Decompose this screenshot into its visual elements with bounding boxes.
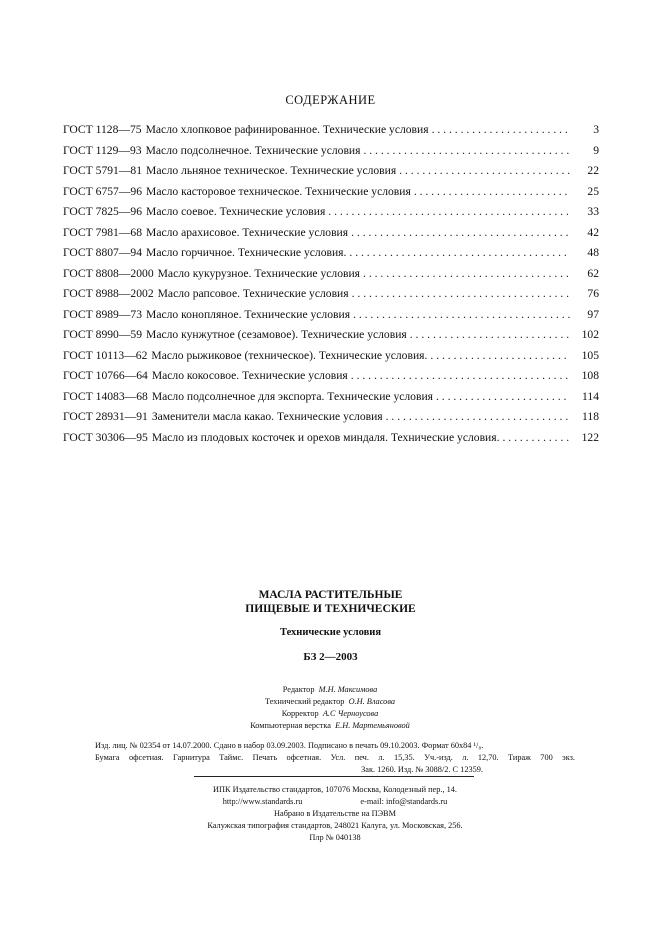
divider	[194, 776, 474, 777]
toc-entry[interactable]	[63, 267, 599, 288]
toc-page-number: 3	[593, 123, 599, 136]
toc-standard-code: ГОСТ 10766—64	[63, 369, 148, 382]
credits	[200, 684, 460, 732]
toc-dot-leader	[328, 205, 570, 218]
toc-entry-title: Масло льняное техническое. Технические условия	[146, 164, 397, 177]
toc-page-number: 9	[593, 143, 599, 157]
toc-standard-code: ГОСТ 6757—96	[63, 184, 143, 198]
toc-standard-code: ГОСТ 8988—2002	[63, 287, 154, 300]
toc-dot-leader	[353, 308, 570, 321]
toc-entry-title: Масло арахисовое. Технические условия	[146, 225, 349, 239]
publisher-email[interactable]: e-mail: info@standards.ru	[360, 797, 448, 806]
toc-entry[interactable]	[63, 390, 599, 411]
toc-dot-leader	[352, 287, 570, 300]
toc-standard-code: ГОСТ 10113—62	[63, 348, 148, 362]
publisher-website[interactable]: http://www.standards.ru	[222, 797, 303, 806]
toc-standard-code: ГОСТ 1128—75	[63, 123, 142, 136]
toc-standard-code: ГОСТ 14083—68	[63, 389, 148, 403]
toc-page-number: 97	[587, 307, 599, 321]
book-subtitle: Технические условия	[279, 627, 382, 638]
toc-entry[interactable]	[63, 308, 599, 329]
toc-entry-title: Масло кукурузное. Технические условия	[157, 266, 361, 280]
toc-entry[interactable]	[63, 349, 599, 370]
toc-standard-code: ГОСТ 28931—91	[63, 410, 148, 423]
imprint-line-1: Изд. лиц. № 02354 от 14.07.2000. Сдано в набор 03.09.2003. Подписано в печать 09.10.2003. Формат 60x84 ¹/₈.	[95, 741, 484, 750]
toc-standard-code: ГОСТ 8990—59	[63, 328, 143, 341]
toc-entry-title: Масло подсолнечное для экспорта. Технические условия	[151, 389, 433, 403]
toc-entry[interactable]	[63, 226, 599, 247]
credit-layout	[200, 720, 460, 732]
toc-page-number: 25	[587, 184, 599, 198]
credit-corrector	[200, 708, 460, 720]
imprint	[95, 740, 575, 776]
publisher-line-5: Плр № 040138	[309, 833, 361, 842]
credit-editor	[200, 684, 460, 696]
toc-entry[interactable]	[63, 431, 599, 452]
book-title-line-2: ПИЩЕВЫЕ И ТЕХНИЧЕСКИЕ	[245, 603, 416, 615]
toc-entry-title: Масло горчичное. Технические условия.	[146, 246, 347, 259]
credit-role: Компьютерная верстка	[250, 721, 331, 730]
toc-dot-leader	[410, 328, 570, 341]
publisher-line-3: Набрано в Издательстве на ПЭВМ	[274, 809, 396, 818]
toc-entry-title: Масло конопляное. Технические условия	[146, 307, 351, 321]
toc-entry-title: Заменители масла какао. Технические условия	[151, 410, 383, 423]
toc-page-number: 22	[587, 164, 599, 177]
credit-name: О.Н. Власова	[348, 697, 396, 706]
toc-entry-title: Масло из плодовых косточек и орехов миндаля. Технические условия.	[151, 430, 500, 444]
publisher-line-1: ИПК Издательство стандартов, 107076 Москва, Колодезный пер., 14.	[213, 785, 457, 794]
toc-dot-leader	[432, 123, 570, 136]
toc-page-number: 122	[581, 430, 599, 444]
toc-standard-code: ГОСТ 7825—96	[63, 205, 143, 218]
toc-page-number: 118	[582, 410, 599, 423]
toc-entry-title: Масло рапсовое. Технические условия	[157, 287, 349, 300]
toc-entry-title: Масло хлопковое рафинированное. Технические условия	[145, 123, 429, 136]
publisher-line-4: Калужская типография стандартов, 248021 Калуга, ул. Московская, 256.	[207, 821, 463, 830]
toc-entry[interactable]	[63, 328, 599, 349]
book-title	[0, 588, 661, 616]
book-title-line-1: МАСЛА РАСТИТЕЛЬНЫЕ	[258, 589, 403, 601]
toc-dot-leader	[436, 390, 570, 403]
publisher-info	[140, 784, 530, 844]
toc-dot-leader	[363, 267, 570, 280]
toc-page-number: 62	[587, 266, 599, 280]
toc-dot-leader	[351, 369, 570, 382]
toc-page-number: 105	[581, 348, 599, 362]
toc-entry[interactable]	[63, 185, 599, 206]
table-of-contents	[63, 123, 599, 451]
imprint-line-3: Зак. 1260. Изд. № 3088/2. С 12359.	[361, 765, 483, 774]
toc-page-number: 102	[581, 328, 599, 341]
toc-page-number: 114	[582, 389, 599, 403]
toc-page-number: 48	[587, 246, 599, 259]
credit-role: Редактор	[282, 685, 315, 694]
toc-dot-leader	[430, 349, 570, 362]
bz-number: БЗ 2—2003	[303, 651, 358, 663]
toc-dot-leader	[414, 185, 570, 198]
toc-standard-code: ГОСТ 8989—73	[63, 307, 143, 321]
toc-page-number: 108	[581, 369, 599, 382]
credit-name: Е.Н. Мартемьяновой	[335, 721, 410, 730]
toc-entry[interactable]	[63, 123, 599, 144]
toc-entry[interactable]	[63, 369, 599, 390]
toc-dot-leader	[363, 144, 570, 157]
toc-standard-code: ГОСТ 1129—93	[63, 143, 142, 157]
toc-entry-title: Масло рыжиковое (техническое). Технические условия.	[151, 348, 428, 362]
toc-entry-title: Масло кокосовое. Технические условия	[151, 369, 348, 382]
credit-name: А.С Черноусова	[322, 709, 379, 718]
toc-page-number: 33	[587, 205, 599, 218]
toc-standard-code: ГОСТ 7981—68	[63, 225, 143, 239]
toc-entry[interactable]	[63, 205, 599, 226]
toc-entry[interactable]	[63, 246, 599, 267]
toc-entry-title: Масло кунжутное (сезамовое). Технические условия	[146, 328, 407, 341]
toc-entry[interactable]	[63, 410, 599, 431]
toc-dot-leader	[351, 226, 570, 239]
toc-dot-leader	[399, 164, 570, 177]
toc-entry-title: Масло подсолнечное. Технические условия	[145, 143, 361, 157]
toc-dot-leader	[386, 410, 570, 423]
toc-standard-code: ГОСТ 8807—94	[63, 246, 143, 259]
credit-role: Корректор	[281, 709, 319, 718]
credit-tech-editor	[200, 696, 460, 708]
toc-entry[interactable]	[63, 164, 599, 185]
toc-entry[interactable]	[63, 144, 599, 165]
credit-name: М.Н. Максимова	[318, 685, 378, 694]
toc-standard-code: ГОСТ 30306—95	[63, 430, 148, 444]
toc-page-number: 76	[587, 287, 599, 300]
toc-standard-code: ГОСТ 5791—81	[63, 164, 143, 177]
credit-role: Технический редактор	[264, 697, 345, 706]
toc-dot-leader	[349, 246, 570, 259]
contents-title: СОДЕРЖАНИЕ	[285, 93, 376, 107]
imprint-line-2: Бумага офсетная. Гарнитура Таймс. Печать офсетная. Усл. печ. л. 15,35. Уч.-изд. л. 12,70. Тираж 700 экз.	[95, 753, 575, 762]
toc-page-number: 42	[587, 225, 599, 239]
toc-dot-leader	[502, 431, 570, 444]
toc-entry-title: Масло соевое. Технические условия	[146, 205, 326, 218]
toc-entry[interactable]	[63, 287, 599, 308]
toc-standard-code: ГОСТ 8808—2000	[63, 266, 154, 280]
toc-entry-title: Масло касторовое техническое. Технические условия	[146, 184, 411, 198]
